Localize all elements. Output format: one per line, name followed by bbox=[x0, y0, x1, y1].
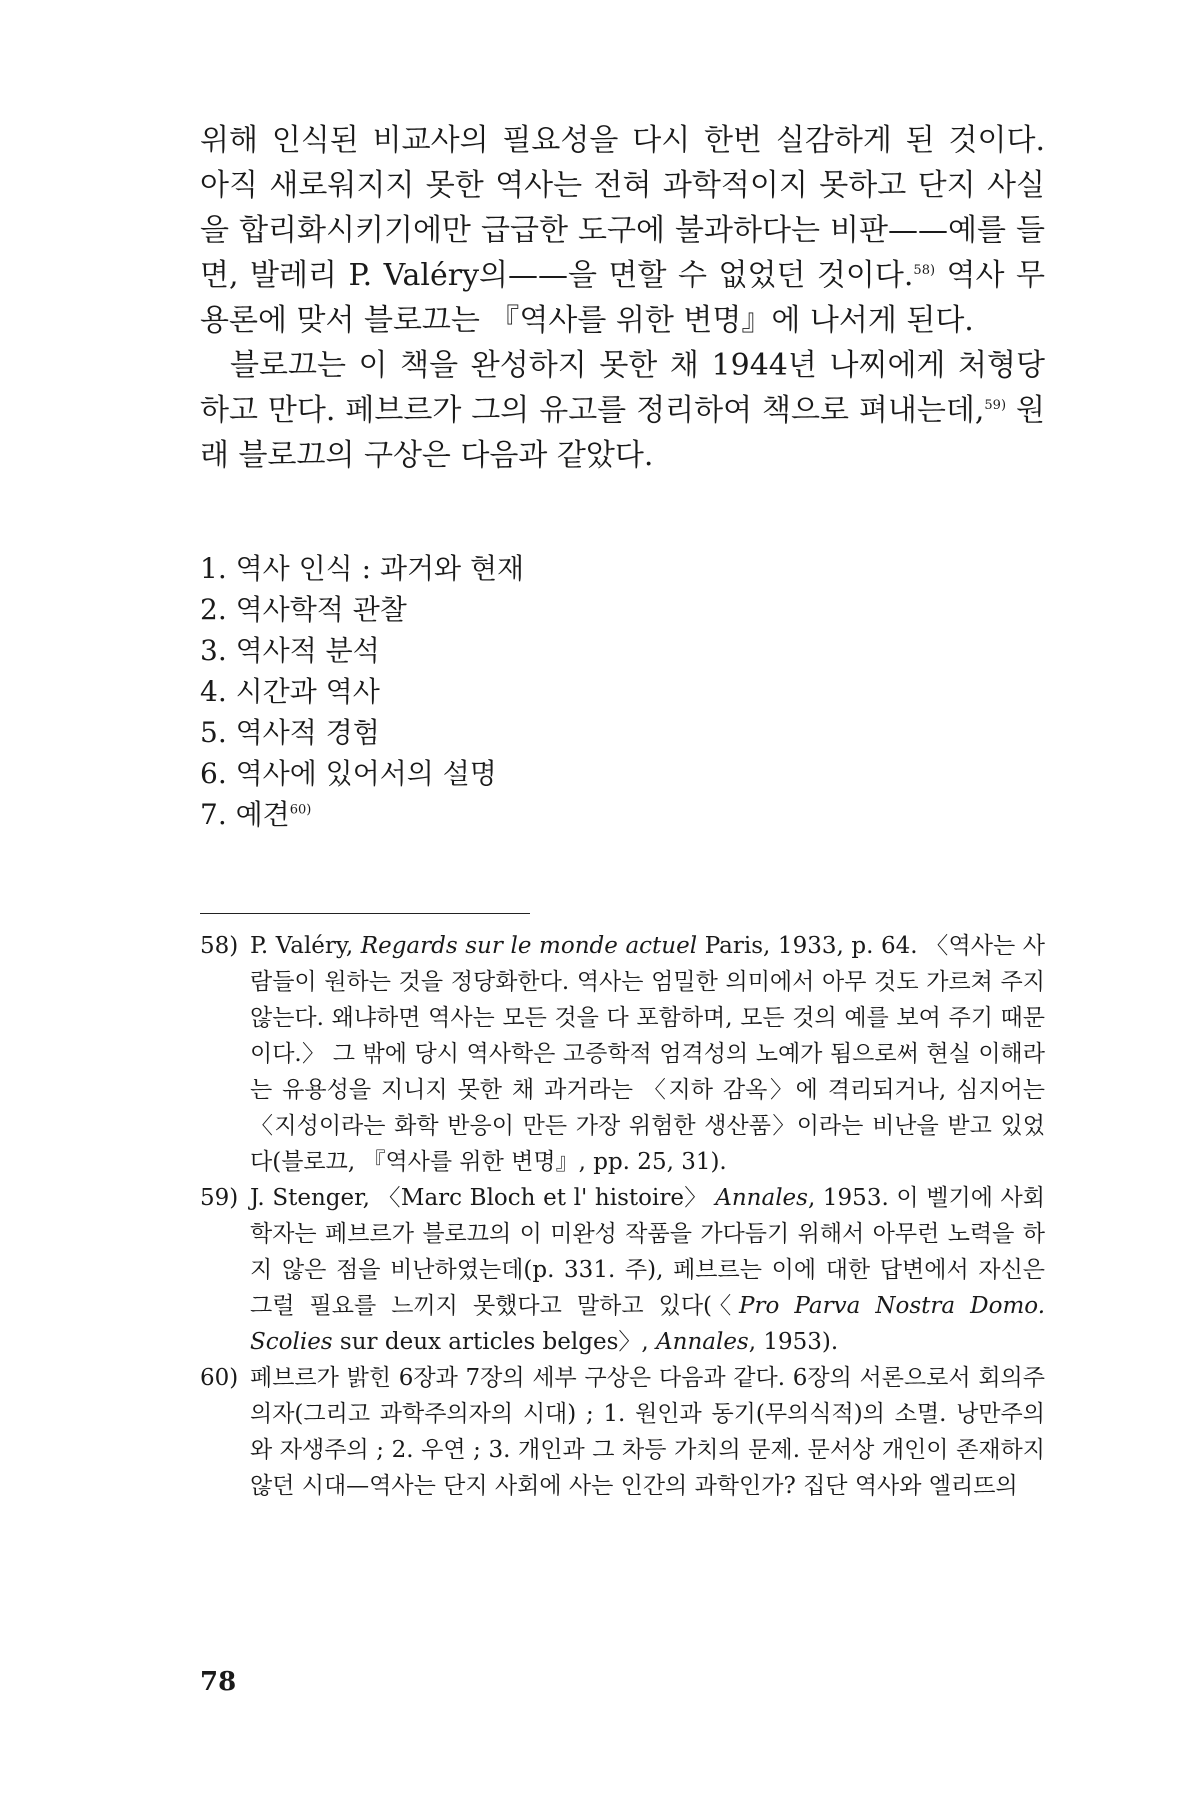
chapter-outline-list bbox=[200, 548, 524, 835]
list-item: 1. 역사 인식 : 과거와 현재 bbox=[200, 552, 525, 585]
footnote-58 bbox=[200, 928, 1045, 1180]
list-item: 4. 시간과 역사 bbox=[200, 675, 380, 708]
footnote-ref-58[interactable]: 58) bbox=[913, 263, 936, 278]
footnote-text: 페브르가 밝힌 6장과 7장의 세부 구상은 다음과 같다. 6장의 서론으로서 회의주의자(그리고 과학주의자의 시대) ; 1. 원인과 동기(무의식적)의 소멸. 낭만주의와 자생주의 ; 2. 우연 ; 3. 개인과 그 차등 가치의 문제. 문서상 개인이 존재하지 않던 시대—역사는 단지 사회에 사는 인간의 과학인가? 집단 역사와 엘리뜨의 bbox=[250, 1365, 1045, 1499]
footnote-60 bbox=[200, 1360, 1045, 1504]
paragraph-2: 블로끄는 이 책을 완성하지 못한 채 1944년 나찌에게 처형당하고 만다. 페브르가 그의 유고를 정리하여 책으로 펴내는데,$^{59)}$ 원래 블로끄의 구상은 다음과 같았다. bbox=[200, 348, 1045, 473]
footnote-59 bbox=[200, 1180, 1045, 1360]
footnote-ref-59[interactable]: 59) bbox=[984, 398, 1007, 413]
paragraph-1: 위해 인식된 비교사의 필요성을 다시 한번 실감하게 된 것이다. 아직 새로워지지 못한 역사는 전혀 과학적이지 못하고 단지 사실을 합리화시키기에만 급급한 도구에 불과하다는 비판——예를 들면, 발레리 P. Valéry의——을 면할 수 없었던 것이다.$^{58)}$ 역사 무용론에 맞서 블로끄는 『역사를 위한 변명』에 나서게 된다. bbox=[200, 123, 1046, 338]
list-item: 2. 역사학적 관찰 bbox=[200, 593, 407, 626]
footnotes bbox=[200, 928, 1045, 1504]
list-item: 5. 역사적 경험 bbox=[200, 716, 380, 749]
list-item: 3. 역사적 분석 bbox=[200, 634, 380, 667]
list-item: 7. 예견$^{60)}$ bbox=[200, 798, 312, 831]
footnote-number: 58) bbox=[200, 933, 239, 959]
footnote-divider bbox=[200, 913, 530, 914]
footnote-text: P. Valéry, Regards sur le monde actuel Paris, 1933, p. 64. 〈역사는 사람들이 원하는 것을 정당화한다. 역사는 엄밀한 의미에서 아무 것도 가르쳐 주지 않는다. 왜냐하면 역사는 모든 것을 다 포함하며, 모든 것의 예를 보여 주기 때문이다.〉 그 밖에 당시 역사학은 고증학적 엄격성의 노예가 됨으로써 현실 이해라는 유용성을 지니지 못한 채 과거라는 〈지하 감옥〉에 격리되거나, 심지어는 〈지성이라는 화학 반응이 만든 가장 위험한 생산품〉이라는 비난을 받고 있었다(블로끄, 『역사를 위한 변명』, pp. 25, 31). bbox=[250, 933, 1045, 1175]
list-item: 6. 역사에 있어서의 설명 bbox=[200, 757, 497, 790]
footnote-number: 60) bbox=[200, 1365, 239, 1391]
footnote-number: 59) bbox=[200, 1185, 239, 1211]
footnote-ref-60[interactable]: 60) bbox=[289, 802, 312, 818]
main-text bbox=[200, 118, 1045, 478]
footnote-text: J. Stenger, 〈Marc Bloch et l' histoire〉 Annales, 1953. 이 벨기에 사회학자는 페브르가 블로끄의 이 미완성 작품을 가다듬기 위해서 아무런 노력을 하지 않은 점을 비난하였는데(p. 331. 주), 페브르는 이에 대한 답변에서 자신은 그럴 필요를 느끼지 못했다고 말하고 있다(〈Pro Parva Nostra Domo. Scolies sur deux articles belges〉, Annales, 1953). bbox=[250, 1185, 1046, 1355]
page-number: 78 bbox=[200, 1667, 237, 1697]
